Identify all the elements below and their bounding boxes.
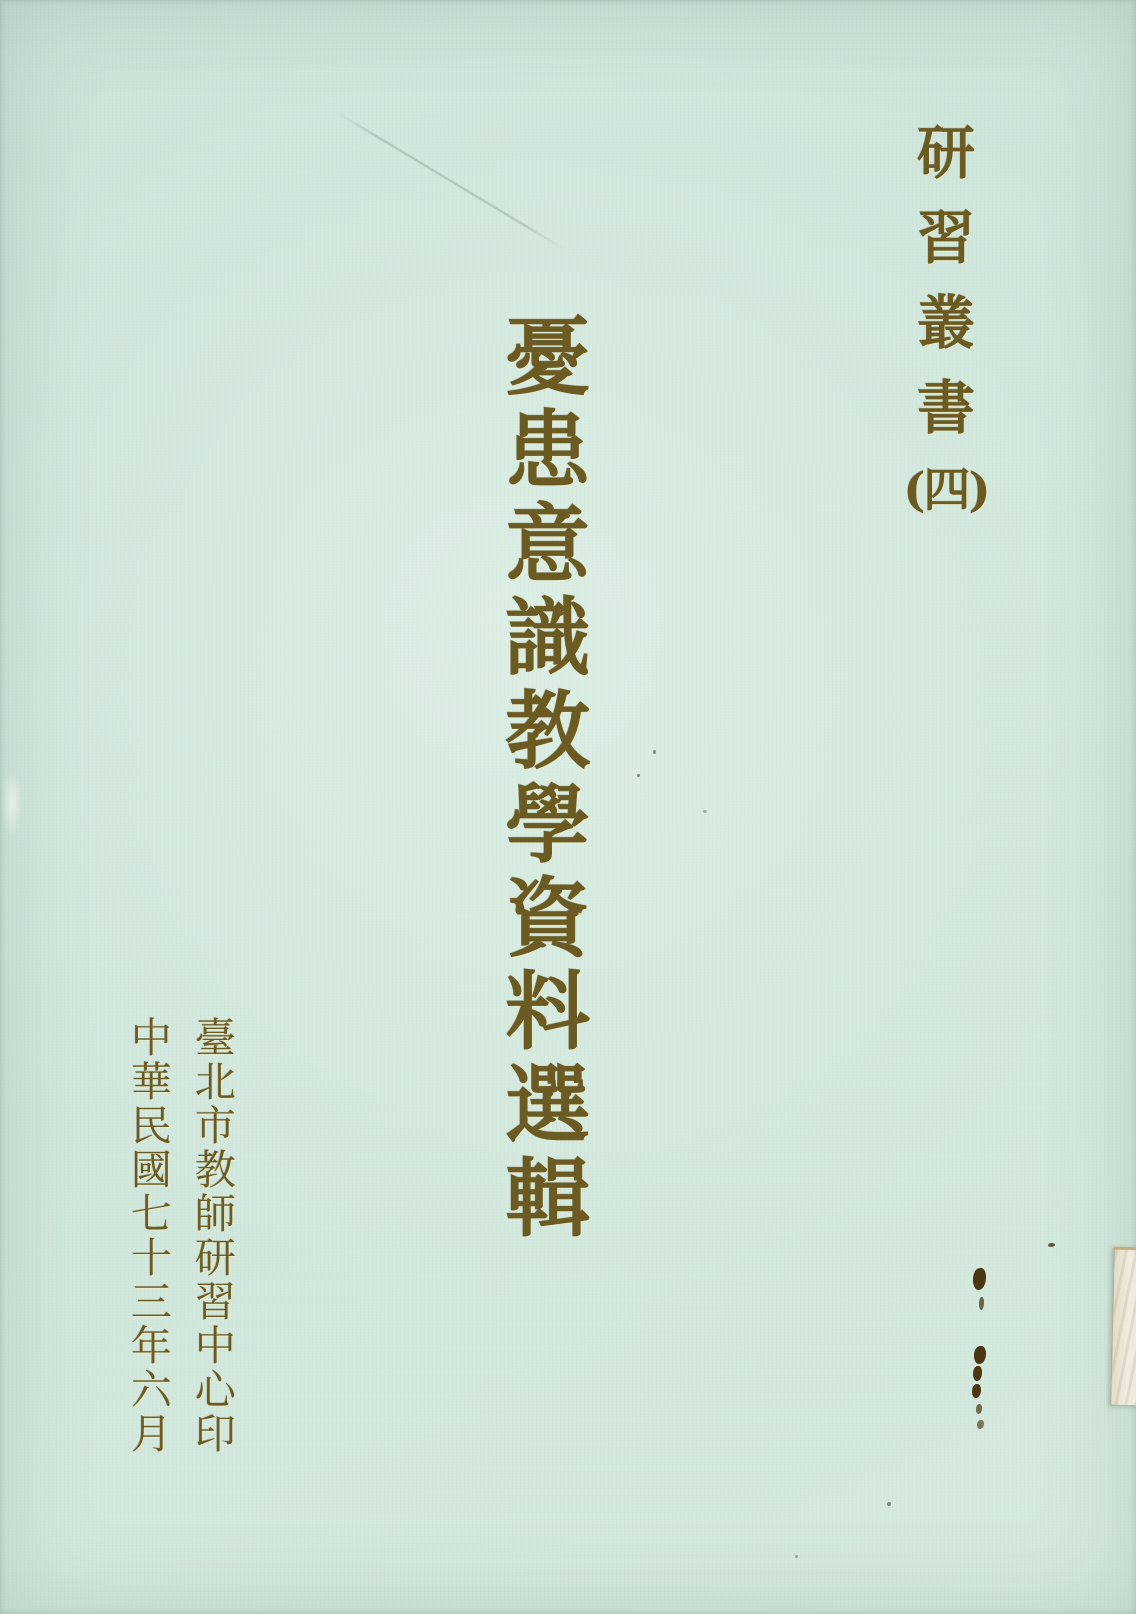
series-char: 叢 [916, 289, 975, 357]
series-char: 研 [916, 119, 975, 187]
stain-dot [974, 1346, 986, 1364]
book-title: 憂患意識教學資料選輯 [490, 312, 591, 1247]
paper-speck [795, 1555, 798, 1558]
publication-date: 中華民國七十三年六月 [123, 1016, 172, 1456]
crease-mark [337, 112, 565, 250]
stain-dot [1048, 1243, 1055, 1247]
paper-smudge [2, 768, 22, 838]
imprint-block [124, 1016, 234, 1456]
series-label [898, 119, 994, 518]
stain-dot [973, 1366, 982, 1381]
stain-dot [977, 1420, 984, 1429]
paper-speck [637, 774, 640, 777]
stain-dot [973, 1268, 986, 1290]
stain-dot [972, 1384, 981, 1398]
paper-speck [887, 1502, 891, 1506]
series-volume-number: (四) [903, 463, 989, 518]
paper-speck [653, 750, 656, 754]
stain-dot [976, 1404, 982, 1414]
library-label-sticker [1110, 1247, 1136, 1407]
series-char: 習 [916, 204, 975, 272]
stain-dot [979, 1297, 984, 1310]
paper-speck [703, 810, 707, 813]
publisher-imprint: 臺北市教師研習中心印 [187, 1016, 236, 1456]
series-char: 書 [916, 374, 975, 442]
